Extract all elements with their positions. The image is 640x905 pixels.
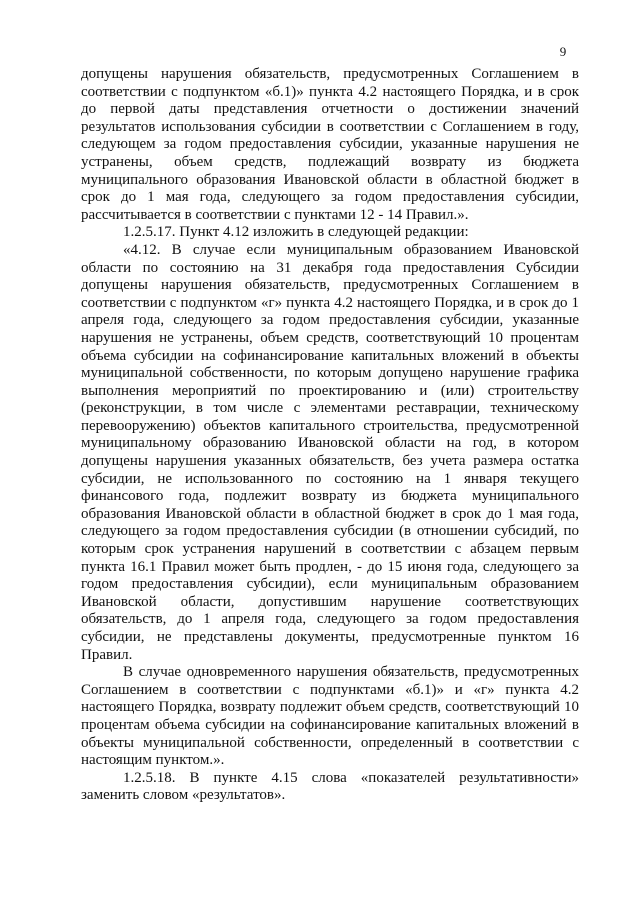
paragraph-clause-4-12: «4.12. В случае если муниципальным образованием Ивановской области по состоянию на 31 декабря года предоставления Субсидии допущены нарушения обязательств, предусмотренных Соглашением в соответствии с подпунктом «г» пункта 4.2 настоящего Порядка, и в срок до 1 апреля года, следующего за годом предоставления субсидии, указанные нарушения не устранены, объем средств, соответствующий 10 процентам объема субсидии на софинансирование капитальных вложений в объекты муниципальной собственности, по которым допущено нарушение графика выполнения мероприятий по проектированию и (или) строительству (реконструкции, в том числе с элементами реставрации, техническому перевооружению) объектов капитального строительства, предусмотренной муниципальному образованию Ивановской области на год, в котором допущены нарушения указанных обязательств, без учета размера остатка субсидии, не использованного по состоянию на 1 января текущего финансового года, подлежит возврату из бюджета муниципального образования Ивановской области в областной бюджет в срок до 1 мая года, следующего за годом предоставления субсидии (в отношении субсидий, по которым срок устранения нарушений в соответствии с абзацем первым пункта 16.1 Правил может быть продлен, - до 15 июня года, следующего за годом предоставления субсидии), если муниципальным образованием Ивановской области, допустившим нарушение соответствующих обязательств, до 1 апреля года, следующего за годом предоставления субсидии, не представлены документы, предусмотренные пунктом 16 Правил. [81,241,579,663]
paragraph-item-1-2-5-18: 1.2.5.18. В пункте 4.15 слова «показателей результативности» заменить словом «результатов». [81,769,579,804]
paragraph-item-1-2-5-17: 1.2.5.17. Пункт 4.12 изложить в следующей редакции: [123,224,469,241]
paragraph-continuation: допущены нарушения обязательств, предусмотренных Соглашением в соответствии с подпунктом «б.1)» пункта 4.2 настоящего Порядка, и в срок до первой даты представления отчетности о достижении значений результатов использования субсидии в соответствии с Соглашением в году, следующем за годом предоставления субсидии, указанные нарушения не устранены, объем средств, подлежащий возврату из бюджета муниципального образования Ивановской области в областной бюджет в срок до 1 мая года, следующего за годом предоставления субсидии, рассчитывается в соответствии с пунктами 12 - 14 Правил.». [81,66,579,223]
document-body [81,66,579,805]
page-number: 9 [559,44,567,59]
paragraph-simultaneous-violation: В случае одновременного нарушения обязательств, предусмотренных Соглашением в соответствии с подпунктами «б.1)» и «г» пункта 4.2 настоящего Порядка, возврату подлежит объем средств, соответствующий 10 процентам объема субсидии на софинансирование капитальных вложений в объекты муниципальной собственности, определенный в соответствии с настоящим пунктом.». [81,664,579,769]
